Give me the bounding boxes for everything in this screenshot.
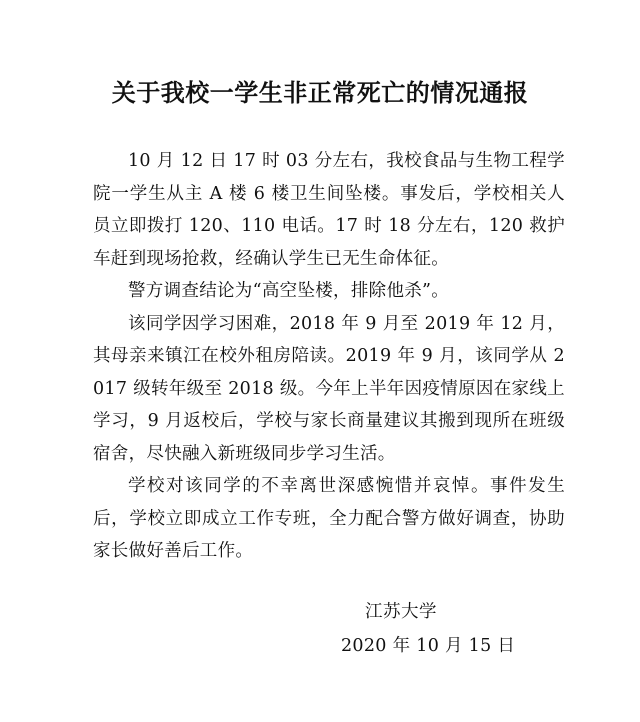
paragraph-background: 该同学因学习困难，2018 年 9 月至 2019 年 12 月，其母亲来镇江在校外租房陪读。2019 年 9 月，该同学从 2017 级转年级至 2018 级。今年上半年因疫情原因在家线上学习，9 月返校后，学校与家长商量建议其搬到现所在班级宿舍，尽快融入新班级同步学习生活。 <box>93 313 565 464</box>
paragraph-condolence: 学校对该同学的不幸离世深感惋惜并哀悼。事件发生后，学校立即成立工作专班，全力配合警方做好调查，协助家长做好善后工作。 <box>93 476 565 561</box>
signature-date: 2020 年 10 月 15 日 <box>341 636 516 656</box>
signature-organization: 江苏大学 <box>365 602 437 622</box>
document-body <box>93 145 565 568</box>
paragraph-police-conclusion: 警方调查结论为“高空坠楼，排除他杀”。 <box>128 281 450 301</box>
paragraph-incident: 10 月 12 日 17 时 03 分左右，我校食品与生物工程学院一学生从主 A 楼 6 楼卫生间坠楼。事发后，学校相关人员立即拨打 120、110 电话。17 时 18 分左右，120 救护车赶到现场抢救，经确认学生已无生命体征。 <box>93 151 565 269</box>
document-title: 关于我校一学生非正常死亡的情况通报 <box>111 79 529 107</box>
